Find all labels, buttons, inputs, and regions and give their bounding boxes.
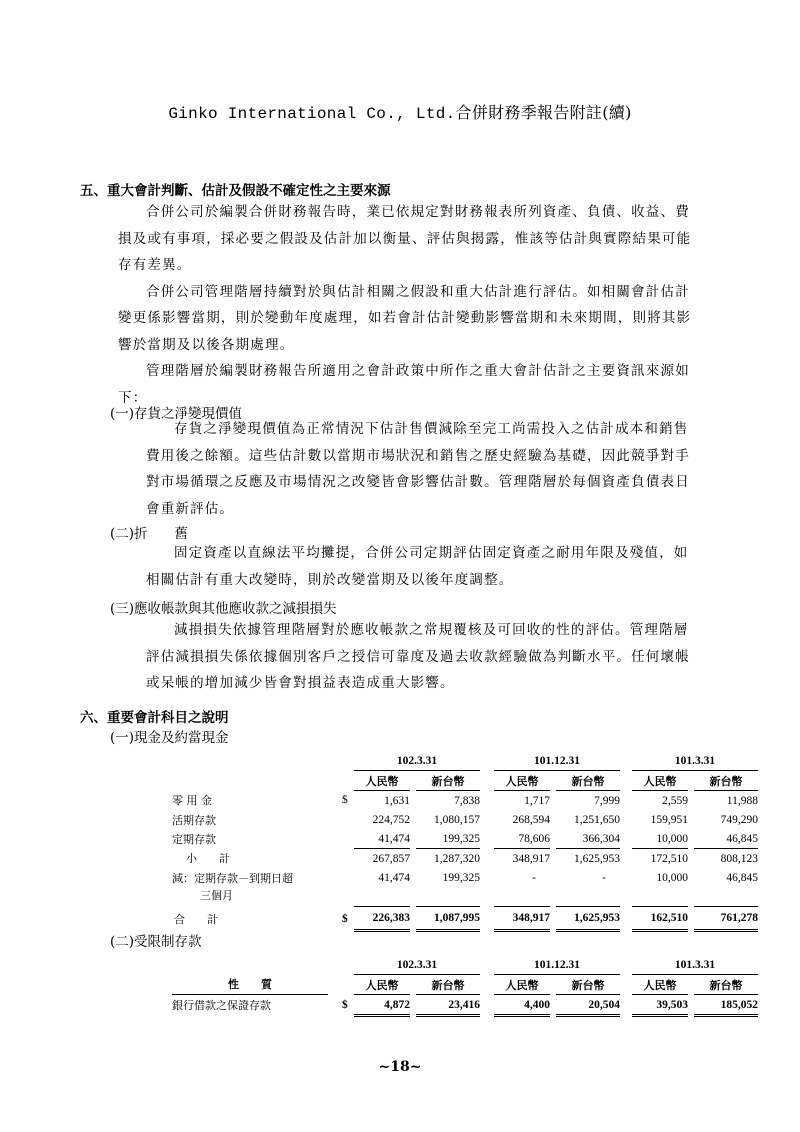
row-label: 合 計: [174, 912, 218, 926]
cell: 199,325: [442, 871, 480, 884]
restricted-heading: (二)受限制存款: [110, 934, 202, 950]
cell: 162,510: [632, 907, 688, 931]
currency-header-row: [172, 975, 758, 995]
section5-paragraph-1: [118, 199, 758, 411]
cell: 185,052: [694, 995, 758, 1016]
cell: 1,625,953: [556, 907, 620, 931]
cell: 1,631: [384, 794, 410, 807]
currency-header: 人民幣: [354, 771, 410, 791]
restricted-table: [172, 955, 758, 1017]
currency-header: 人民幣: [632, 771, 688, 791]
item-line: 減損損失依據管理階層對於應收帳款之常規覆核及可回收的性的評估。管理階層: [174, 622, 689, 638]
date-header: 101.12.31: [494, 751, 620, 771]
cash-table: [172, 751, 758, 932]
table-row: [172, 887, 758, 907]
row-label: 零 用 金: [172, 794, 212, 808]
item-line: 對市場循環之反應及市場情況之改變皆會影響估計數。管理階層於每個資產負債表日: [146, 474, 690, 490]
item-body-impairment: [146, 617, 756, 697]
cell: -: [602, 871, 606, 884]
cell: 46,845: [726, 871, 758, 884]
section6-heading: 六、重要會計科目之說明: [80, 710, 229, 726]
p1-line: 合併公司於編製合併財務報告時，業已依規定對財務報表所列資產、負債、收益、費: [146, 204, 690, 220]
item-heading-impairment: (三)應收帳款與其他應收款之減損損失: [110, 601, 337, 617]
table-row: [172, 829, 758, 849]
table-row: [172, 907, 758, 931]
nature-header: 性 質: [172, 975, 328, 995]
cell: 749,290: [720, 813, 758, 826]
cell: 159,951: [650, 813, 688, 826]
cell: 226,383: [354, 907, 410, 931]
section5-heading: 五、重大會計判斷、估計及假設不確定性之主要來源: [80, 183, 391, 199]
item-line: 相關估計有重大改變時，則於改變當期及以後年度調整。: [146, 571, 514, 588]
cell: 366,304: [556, 829, 620, 849]
row-label: 三個月: [200, 889, 233, 902]
cell: 1,287,320: [434, 852, 480, 865]
date-header: 101.12.31: [494, 955, 620, 975]
p2-line: 變更係影響當期，則於變動年度處理，如若會計估計變動影響當期和未來期間，則將其影: [118, 310, 692, 326]
item-line: 固定資產以直線法平均攤提，合併公司定期評估固定資產之耐用年限及殘值，如: [174, 545, 689, 561]
table-row: [172, 849, 758, 869]
cell: 2,559: [662, 794, 688, 807]
page-title: [0, 100, 800, 123]
cell: 10,000: [632, 829, 688, 849]
cell: 11,988: [726, 794, 758, 807]
cell: 20,504: [556, 995, 620, 1016]
item-line: 費用後之餘額。這些估計數以當期市場狀況和銷售之歷史經驗為基礎，因此競爭對手: [146, 447, 690, 464]
item-line: 或呆帳的增加減少皆會對損益表造成重大影響。: [146, 675, 455, 691]
date-header-row: [172, 955, 758, 975]
cell: 41,474: [378, 871, 410, 884]
currency-symbol: $: [342, 794, 348, 807]
row-label: 銀行借款之保證存款: [172, 999, 271, 1013]
table-row: [172, 868, 758, 887]
cell: 1,625,953: [574, 852, 620, 865]
cell: 1,717: [524, 794, 550, 807]
currency-header: 新台幣: [416, 975, 480, 995]
cell: 41,474: [354, 829, 410, 849]
p1-line: 存有差異。: [118, 257, 192, 273]
currency-header: 人民幣: [354, 975, 410, 995]
item-line: 會重新評估。: [146, 500, 235, 517]
currency-header: 新台幣: [694, 771, 758, 791]
cell: 7,999: [594, 794, 620, 807]
item-heading-inventory: (一)存貨之淨變現價值: [110, 406, 243, 422]
currency-header: 新台幣: [694, 975, 758, 995]
date-header: 101.3.31: [632, 751, 758, 771]
item-line: 存貨之淨變現價值為正常情況下估計售價減除至完工尚需投入之估計成本和銷售: [174, 421, 689, 437]
p3-line: 下：: [118, 389, 148, 406]
table-row: [172, 791, 758, 811]
cell: 172,510: [650, 852, 688, 865]
item-line: 評估減損損失係依據個別客戶之授信可靠度及過去收款經驗做為判斷水平。任何壞帳: [146, 648, 690, 665]
date-header: 102.3.31: [354, 751, 480, 771]
cell: 10,000: [656, 871, 688, 884]
cell: 761,278: [694, 907, 758, 931]
currency-header: 新台幣: [556, 975, 620, 995]
cell: 78,606: [494, 829, 550, 849]
currency-symbol: $: [342, 912, 348, 925]
table-row: [172, 810, 758, 829]
cell: 39,503: [632, 995, 688, 1016]
cell: 267,857: [372, 852, 410, 865]
cell: 199,325: [416, 829, 480, 849]
item-heading-depreciation: (二)折 舊: [110, 526, 189, 542]
table-row: [172, 995, 758, 1016]
cell: 268,594: [512, 813, 550, 826]
cell: 1,080,157: [434, 813, 480, 826]
currency-symbol: $: [342, 999, 348, 1011]
cell: 224,752: [372, 813, 410, 826]
page-number: ~18~: [378, 1059, 422, 1075]
p2-line: 合併公司管理階層持續對於與估計相關之假設和重大估計進行評估。如相關會計估計: [146, 283, 690, 300]
date-header-row: [172, 751, 758, 771]
date-header: 102.3.31: [354, 955, 480, 975]
currency-header: 人民幣: [632, 975, 688, 995]
title-en: Ginko International Co., Ltd.: [168, 105, 456, 123]
cell: 4,400: [494, 995, 550, 1016]
item-body-depreciation: [146, 540, 756, 593]
cell: 348,917: [512, 852, 550, 865]
cell: 7,838: [454, 794, 480, 807]
p3-line: 管理階層於編製財務報告所適用之會計政策中所作之重大會計估計之主要資訊來源如: [146, 363, 690, 379]
currency-header-row: [172, 771, 758, 791]
currency-header: 人民幣: [494, 975, 550, 995]
date-header: 101.3.31: [632, 955, 758, 975]
cell: 4,872: [354, 995, 410, 1016]
cell: 1,087,995: [416, 907, 480, 931]
cash-heading: (一)現金及約當現金: [110, 730, 229, 746]
currency-header: 新台幣: [416, 771, 480, 791]
cell: 808,123: [720, 852, 758, 865]
title-zh: 合併財務季報告附註(續): [455, 103, 632, 122]
cell: 46,845: [694, 829, 758, 849]
cell: 348,917: [494, 907, 550, 931]
row-label: 活期存款: [172, 813, 216, 827]
cell: 1,251,650: [574, 813, 620, 826]
currency-header: 人民幣: [494, 771, 550, 791]
p1-line: 損及或有事項，採必要之假設及估計加以衡量、評估與揭露，惟該等估計與實際結果可能: [118, 230, 692, 247]
currency-header: 新台幣: [556, 771, 620, 791]
row-label: 小 計: [186, 852, 230, 866]
row-label: 定期存款: [172, 832, 216, 846]
cell: -: [532, 871, 536, 884]
cell: 23,416: [416, 995, 480, 1016]
p2-line: 響於當期及以後各期處理。: [118, 336, 295, 353]
row-label: 減：定期存款－到期日超: [172, 871, 293, 885]
item-body-inventory: [146, 416, 756, 522]
